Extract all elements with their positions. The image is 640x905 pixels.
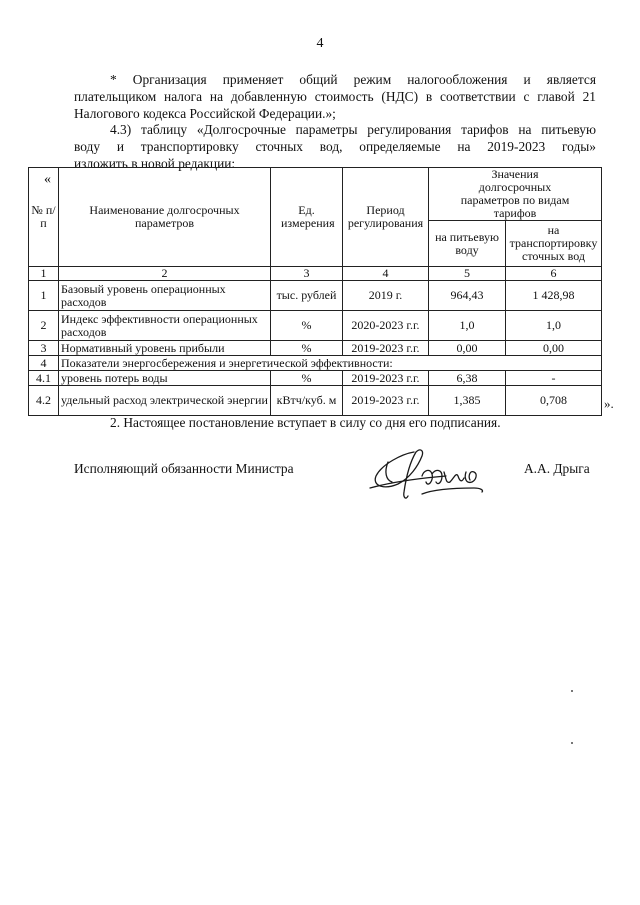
- page-number: 4: [316, 36, 324, 51]
- row-sewage: -: [506, 371, 602, 386]
- section-row: [29, 356, 602, 371]
- row-period: 2019 г.: [343, 281, 429, 311]
- row-period: 2020-2023 г.г.: [343, 311, 429, 341]
- scan-speck: [571, 690, 573, 692]
- row-water: 6,38: [429, 371, 506, 386]
- row-unit: тыс. рублей: [271, 281, 343, 311]
- table-row: [29, 371, 602, 386]
- item-line-2: воду и транспортировку сточных вод, определяемые на 2019-2023 годы»: [74, 139, 596, 154]
- item-line-1: 4.3) таблицу «Долгосрочные параметры регулирования тарифов на питьевую: [110, 122, 596, 137]
- item-line-3: изложить в новой редакции:: [74, 156, 236, 171]
- header-num: № п/п: [29, 168, 59, 267]
- index-row: [29, 267, 602, 281]
- row-sewage: 1,0: [506, 311, 602, 341]
- index-cell: 6: [506, 267, 602, 281]
- table-row: [29, 386, 602, 416]
- signatory-name: А.А. Дрыга: [524, 461, 590, 476]
- row-sewage: 0,00: [506, 341, 602, 356]
- row-period: 2019-2023 г.г.: [343, 371, 429, 386]
- row-unit: %: [271, 341, 343, 356]
- section-title: Показатели энергосбережения и энергетической эффективности:: [59, 356, 602, 371]
- section-num: 4: [29, 356, 59, 371]
- index-cell: 3: [271, 267, 343, 281]
- header-sewage: на транспортировку сточных вод: [506, 221, 602, 267]
- item-paragraph: [74, 121, 596, 172]
- table-row: [29, 311, 602, 341]
- header-water: на питьевую воду: [429, 221, 506, 267]
- row-name: Нормативный уровень прибыли: [59, 341, 271, 356]
- index-cell: 1: [29, 267, 59, 281]
- row-water: 1,0: [429, 311, 506, 341]
- row-period: 2019-2023 г.г.: [343, 341, 429, 356]
- footnote-line-1: * Организация применяет общий режим налогообложения и является: [110, 72, 596, 87]
- row-unit: кВтч/куб. м: [271, 386, 343, 416]
- row-unit: %: [271, 371, 343, 386]
- row-num: 4.1: [29, 371, 59, 386]
- header-name: Наименование долгосрочных параметров: [59, 168, 271, 267]
- row-period: 2019-2023 г.г.: [343, 386, 429, 416]
- row-num: 2: [29, 311, 59, 341]
- scan-speck: [571, 742, 573, 744]
- header-unit: Ед. измерения: [271, 168, 343, 267]
- footnote-line-2: плательщиком налога на добавленную стоимость (НДС) в соответствии с главой 21: [74, 89, 596, 104]
- row-name: уровень потерь воды: [59, 371, 271, 386]
- handwritten-signature: [362, 442, 512, 506]
- index-cell: 4: [343, 267, 429, 281]
- parameters-table: [28, 167, 602, 416]
- row-water: 1,385: [429, 386, 506, 416]
- header-values-group: Значения долгосрочных параметров по видам тарифов: [429, 168, 602, 221]
- effect-paragraph: 2. Настоящее постановление вступает в силу со дня его подписания.: [110, 415, 501, 430]
- footnote-paragraph: [74, 71, 596, 122]
- row-sewage: 0,708: [506, 386, 602, 416]
- index-cell: 5: [429, 267, 506, 281]
- opening-quote: «: [44, 172, 51, 187]
- closing-quote: ».: [604, 396, 614, 411]
- row-water: 964,43: [429, 281, 506, 311]
- table-row: [29, 281, 602, 311]
- row-num: 1: [29, 281, 59, 311]
- signatory-title: Исполняющий обязанности Министра: [74, 461, 294, 476]
- row-num: 3: [29, 341, 59, 356]
- row-name: удельный расход электрической энергии: [59, 386, 271, 416]
- row-name: Индекс эффективности операционных расходов: [59, 311, 271, 341]
- row-num: 4.2: [29, 386, 59, 416]
- table-row: [29, 341, 602, 356]
- header-period: Период регулирования: [343, 168, 429, 267]
- footnote-line-3: Налогового кодекса Российской Федерации.»;: [74, 106, 336, 121]
- index-cell: 2: [59, 267, 271, 281]
- row-water: 0,00: [429, 341, 506, 356]
- row-name: Базовый уровень операционных расходов: [59, 281, 271, 311]
- row-sewage: 1 428,98: [506, 281, 602, 311]
- row-unit: %: [271, 311, 343, 341]
